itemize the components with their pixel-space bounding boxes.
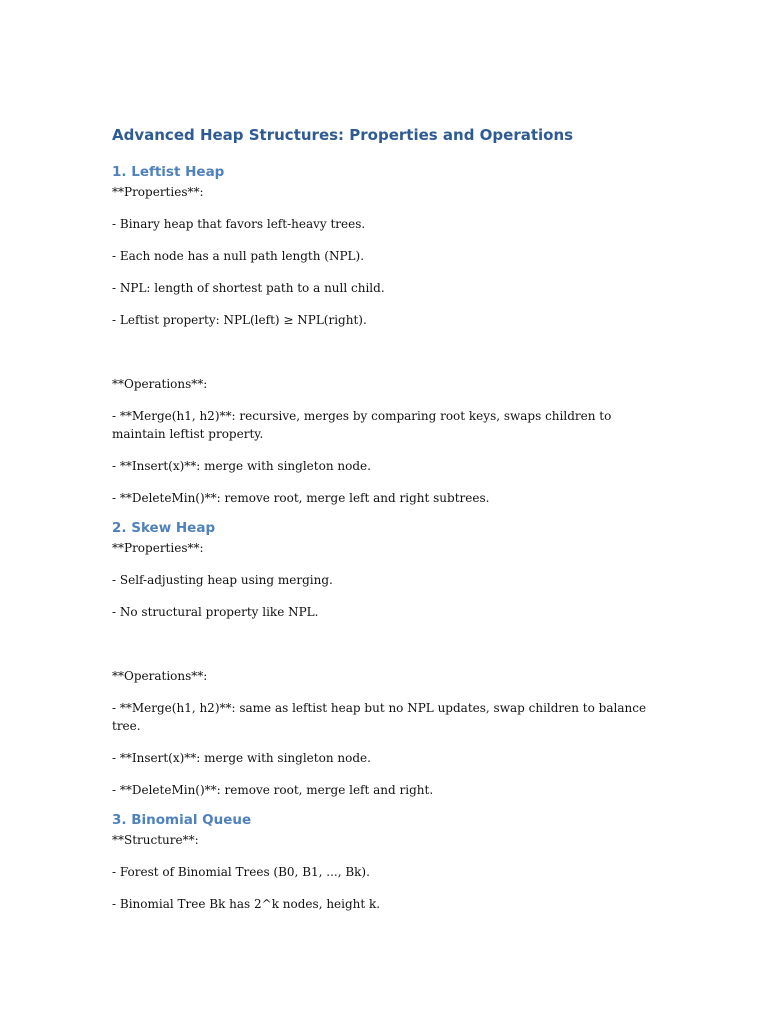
properties-label: **Properties**: — [112, 185, 204, 199]
list-item: - **DeleteMin()**: remove root, merge left and right subtrees. — [112, 491, 490, 505]
document-body — [112, 125, 660, 927]
list-item: - Forest of Binomial Trees (B0, B1, ..., Bk). — [112, 865, 370, 879]
section-leftist-heap — [112, 163, 660, 507]
properties-label: **Properties**: — [112, 541, 204, 555]
list-item: - **Merge(h1, h2)**: same as leftist heap but no NPL updates, swap children to balance tree. — [112, 701, 647, 733]
list-item: - Self-adjusting heap using merging. — [112, 573, 333, 587]
operations-label: **Operations**: — [112, 377, 208, 391]
section-heading: 1. Leftist Heap — [112, 164, 225, 180]
list-item: - NPL: length of shortest path to a null child. — [112, 281, 385, 295]
structure-label: **Structure**: — [112, 833, 199, 847]
document-title: Advanced Heap Structures: Properties and Operations — [112, 126, 574, 144]
list-item: - Each node has a null path length (NPL). — [112, 249, 365, 263]
list-item: - **DeleteMin()**: remove root, merge left and right. — [112, 783, 434, 797]
list-item: - Binary heap that favors left-heavy trees. — [112, 217, 366, 231]
list-item: - Binomial Tree Bk has 2^k nodes, height k. — [112, 897, 381, 911]
blank-line — [112, 635, 660, 667]
section-binomial-queue — [112, 811, 660, 913]
section-heading: 2. Skew Heap — [112, 520, 216, 536]
list-item: - **Insert(x)**: merge with singleton node. — [112, 459, 371, 473]
list-item: - Leftist property: NPL(left) ≥ NPL(right). — [112, 313, 367, 327]
operations-label: **Operations**: — [112, 669, 208, 683]
list-item: - **Merge(h1, h2)**: recursive, merges by comparing root keys, swaps children to maintain leftist property. — [112, 409, 612, 441]
section-skew-heap — [112, 519, 660, 799]
list-item: - No structural property like NPL. — [112, 605, 319, 619]
blank-line — [112, 343, 660, 375]
list-item: - **Insert(x)**: merge with singleton node. — [112, 751, 371, 765]
section-heading: 3. Binomial Queue — [112, 812, 252, 828]
